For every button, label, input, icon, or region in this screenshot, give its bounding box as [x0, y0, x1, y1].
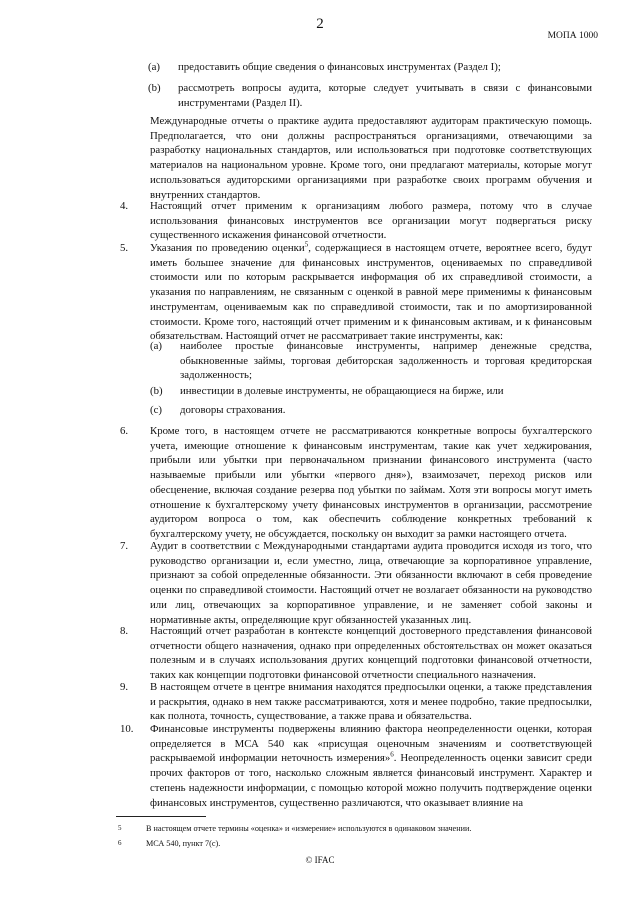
paragraph-8 — [120, 624, 592, 683]
paragraph-number: 4. — [120, 200, 129, 212]
list-letter: (a) — [150, 340, 162, 352]
paragraph-text: Кроме того, в настоящем отчете не рассматриваются конкретные вопросы бухгалтерского учета, имеющие отношение к финансовым инструментам, такие как учет хеджирования, прибыли или убытки при первоначальном признании финансового инструмента (часто называемые прибыли или убытки «первого дня»), взаимозачет, переход рисков или обесценение, включая создание резерва под убытки по займам. Хотя эти вопросы могут иметь отношение к бухгалтерскому учету финансовых инструментов в организации, рассмотрение аудитором вопроса о том, как обеспечить соблюдение конкретных требований к бухгалтерскому учету, не обсуждается, поскольку он выходит за рамки настоящего отчета. — [150, 425, 592, 540]
paragraph-10 — [120, 722, 592, 810]
paragraph-6 — [120, 424, 592, 542]
paragraph-text: Настоящий отчет применим к организациям любого размера, потому что в случае использования финансовых инструментов все организации могут подвергаться риску существенного искажения финансовой отчетности. — [150, 200, 592, 242]
paragraph-text-cont: . Неопределенность оценки зависит среди прочих факторов от того, насколько сложным является финансовый инструмент. Характер и степень надежности информации, с помощью которой можно получить подтверждение оценки финансовых инструментов, существенно различаются, что оказывает влияние на — [150, 752, 592, 809]
intro-paragraph: Международные отчеты о практике аудита предоставляют аудиторам практическую помощь. Предполагается, что они должны распространяться организациями, отвечающими за разработку национальных стандартов, или использоваться при подготовке соответствующих материалов на национальном уровне. Кроме того, они предлагают материалы, которые могут использоваться аудиторскими организациями при разработке своих программ обучения и внутренних стандартов. — [150, 115, 592, 201]
p5-item-c — [150, 403, 592, 418]
list-text: рассмотреть вопросы аудита, которые следует учитывать в связи с финансовыми инструментами (Раздел II). — [178, 82, 592, 109]
list-letter: (a) — [148, 61, 160, 73]
page-number: 2 — [316, 16, 324, 32]
list-text: договоры страхования. — [180, 404, 286, 416]
paragraph-number: 9. — [120, 681, 129, 693]
paragraph-text-cont: , содержащиеся в настоящем отчете, вероятнее всего, будут иметь большее значение для финансовых инструментов, оцениваемых по справедливой стоимости или по которым раскрывается информация об их справедливой стоимости, а указания по направлениям, не связанным с оценкой в равной мере применимы к финансовым инструментам, оцениваемым как по справедливой стоимости, так и по амортизированной стоимости. Кроме того, настоящий отчет применим и к финансовым активам, и к финансовым обязательствам. Настоящий отчет не рассматривает такие инструменты, как: — [150, 242, 592, 343]
footnote-text: В настоящем отчете термины «оценка» и «измерение» используются в одинаковом значении. — [146, 824, 472, 833]
list-letter: (b) — [148, 82, 161, 94]
footnote-6 — [118, 838, 221, 849]
paragraph-number: 10. — [120, 723, 134, 735]
paragraph-5 — [120, 240, 592, 344]
footnote-ref: 5 — [304, 240, 309, 249]
paragraph-text: Настоящий отчет разработан в контексте концепций достоверного представления финансовой отчетности общего назначения, однако при определенных обстоятельствах он может оказаться полезным и в случаях использования других концепций подготовки финансовой отчетности, таких как концепции подготовки финансовой отчетности специального назначения. — [150, 625, 592, 682]
list-letter: (c) — [150, 404, 162, 416]
document-code: МОПА 1000 — [547, 31, 598, 41]
list-text: инвестиции в долевые инструменты, не обращающиеся на бирже, или — [180, 385, 504, 397]
footnote-5 — [118, 823, 472, 834]
paragraph-number: 7. — [120, 540, 129, 552]
paragraph-text: Финансовые инструменты подвержены влиянию фактора неопределенности оценки, которая определяется в МСА 540 как «присущая оценочным значениям и соответствующей раскрываемой информации неточность измерения» — [150, 723, 592, 765]
p5-item-b — [150, 384, 592, 399]
p5-item-a — [150, 339, 592, 383]
paragraph-7 — [120, 539, 592, 627]
intro-item-a — [148, 60, 592, 75]
intro-item-b — [148, 81, 592, 110]
paragraph-9 — [120, 680, 592, 724]
paragraph-text: Указания по проведению оценки — [150, 242, 305, 254]
paragraph-number: 5. — [120, 242, 129, 254]
paragraph-text: В настоящем отчете в центре внимания находятся предпосылки оценки, а также представления и раскрытия, однако в нем также рассматриваются, хотя и менее подробно, такие предпосылки, как полнота, точность, существование, а также права и обязательства. — [150, 681, 592, 723]
footnote-number: 5 — [118, 824, 122, 832]
list-text: предоставить общие сведения о финансовых инструментах (Раздел I); — [178, 61, 501, 73]
footnote-ref: 6 — [390, 750, 394, 759]
list-letter: (b) — [150, 385, 163, 397]
footnote-text: МСА 540, пункт 7(с). — [146, 839, 221, 848]
paragraph-4 — [120, 199, 592, 243]
paragraph-number: 6. — [120, 425, 129, 437]
footnote-number: 6 — [118, 839, 122, 847]
paragraph-number: 8. — [120, 625, 129, 637]
list-text: наиболее простые финансовые инструменты, например денежные средства, обыкновенные займы, торговая дебиторская задолженность и торговая кредиторская задолженность; — [180, 340, 592, 382]
paragraph-text: Аудит в соответствии с Международными стандартами аудита проводится исходя из того, что руководство организации и, если уместно, лица, отвечающие за корпоративное управление, признают за собой определенные обязанности. Эти обязанности включают в себя проведение оценки по справедливой стоимости. Настоящий отчет не возлагает обязанности на руководство или лиц, отвечающих за корпоративное управление, и не заменяет собой законы и нормативные акты, определяющие круг обязанностей указанных лиц. — [150, 540, 592, 626]
footnote-divider — [116, 816, 206, 817]
page-footer: © IFAC — [305, 855, 335, 865]
